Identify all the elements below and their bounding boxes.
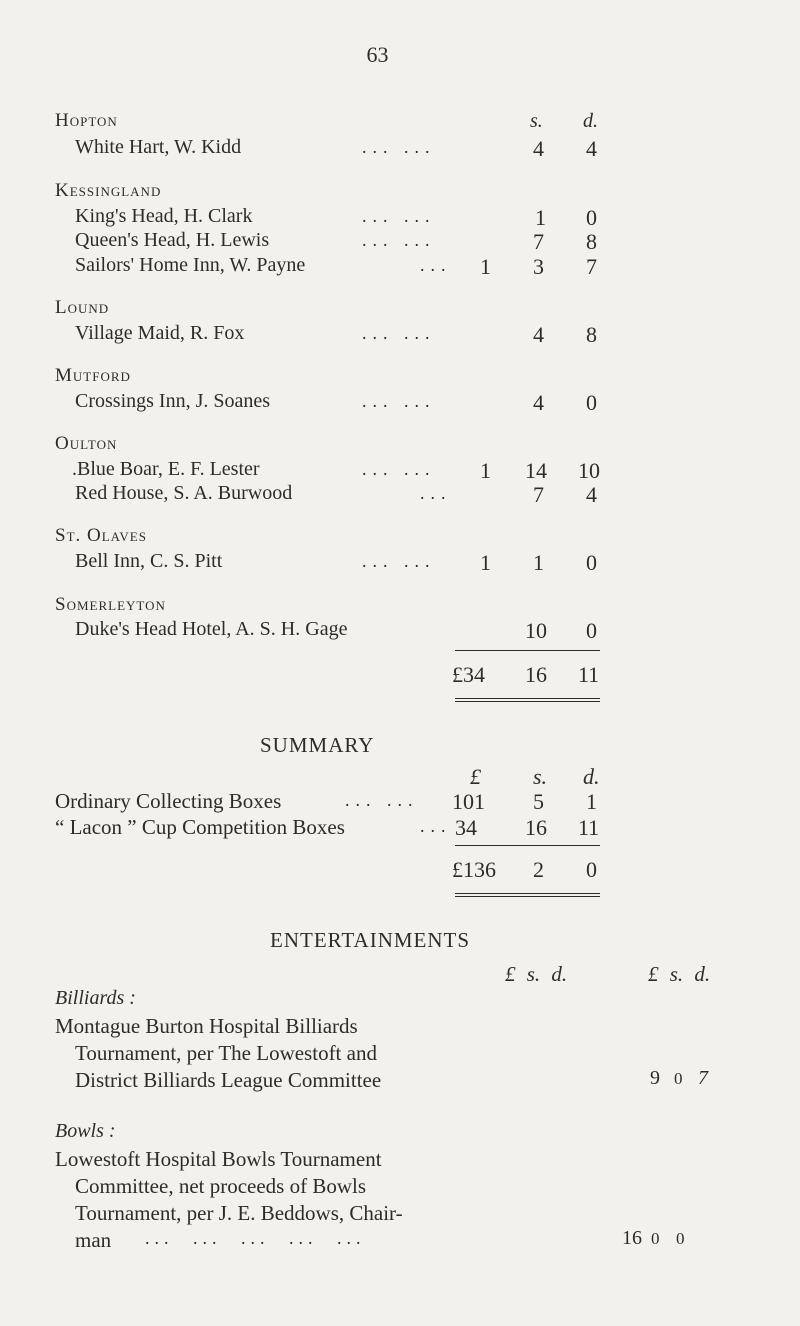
bowls-shillings: 0 <box>651 1229 660 1248</box>
double-rule <box>455 893 600 894</box>
entry-name: Sailors' Home Inn, W. Payne <box>75 254 306 276</box>
entry-pence: 0 <box>586 618 597 643</box>
entry-pence: 7 <box>586 254 597 279</box>
place-heading: Oulton <box>55 433 118 454</box>
entry-name: Duke's Head Hotel, A. S. H. Gage <box>75 618 348 640</box>
leader-dots: ... ... <box>345 790 419 810</box>
entry-shillings: 4 <box>533 390 544 415</box>
entry-name: .Blue Boar, E. F. Lester <box>72 458 260 480</box>
summary-row-pence: 11 <box>578 815 600 840</box>
col-header-pence: d. <box>583 110 598 132</box>
billiards-description <box>55 1013 495 1094</box>
entry-name: King's Head, H. Clark <box>75 205 253 227</box>
billiards-extra: 7 <box>698 1067 708 1089</box>
entry-pence: 0 <box>586 390 597 415</box>
billiards-line: Montague Burton Hospital Billiards <box>55 1014 358 1038</box>
leader-dots: ... ... <box>362 459 436 479</box>
entertainments-header-2: £ s. d. <box>648 962 711 986</box>
entry-shillings: 1 <box>533 550 544 575</box>
entry-shillings: 4 <box>533 136 544 161</box>
billiards-heading: Billiards : <box>55 987 136 1009</box>
bowls-line: Tournament, per J. E. Beddows, Chair- <box>75 1201 403 1225</box>
entry-pounds: 1 <box>480 254 491 279</box>
entry-name: Bell Inn, C. S. Pitt <box>75 550 223 572</box>
bowls-line: man <box>75 1228 112 1252</box>
entry-pence: 0 <box>586 205 597 230</box>
summary-header-pence: d. <box>583 764 600 789</box>
summary-row-pounds: 101 <box>452 789 485 814</box>
double-rule <box>455 896 600 897</box>
entry-shillings: 7 <box>533 229 544 254</box>
bowls-heading: Bowls : <box>55 1120 116 1142</box>
leader-dots: ... ... <box>362 551 436 571</box>
entry-shillings: 3 <box>533 254 544 279</box>
entry-pence: 4 <box>586 136 597 161</box>
place-heading: Somerleyton <box>55 594 166 615</box>
leader-dots: ... ... <box>362 323 436 343</box>
entry-name: Village Maid, R. Fox <box>75 322 245 344</box>
total-pence: 11 <box>578 662 600 687</box>
entry-name: Queen's Head, H. Lewis <box>75 229 270 251</box>
entertainments-title: ENTERTAINMENTS <box>270 928 471 952</box>
place-heading: St. Olaves <box>55 525 147 546</box>
col-header-shillings: s. <box>530 110 543 132</box>
place-heading: Lound <box>55 297 110 318</box>
rule <box>455 650 600 651</box>
entry-pence: 10 <box>578 458 600 483</box>
summary-title: SUMMARY <box>260 733 375 757</box>
entry-pounds: 1 <box>480 550 491 575</box>
entry-name: Crossings Inn, J. Soanes <box>75 390 271 412</box>
billiards-shillings: 9 <box>650 1067 660 1089</box>
entry-pence: 4 <box>586 482 597 507</box>
bowls-line: Lowestoft Hospital Bowls Tournament <box>55 1147 382 1171</box>
place-heading: Kessingland <box>55 180 162 201</box>
bowls-line: Committee, net proceeds of Bowls <box>75 1174 367 1198</box>
entry-pence: 8 <box>586 229 597 254</box>
summary-row-pounds: 34 <box>455 815 477 840</box>
entry-shillings: 4 <box>533 322 544 347</box>
leader-dots: ... ... ... ... ... <box>145 1228 366 1248</box>
entry-name: Red House, S. A. Burwood <box>75 482 293 504</box>
entry-shillings: 1 <box>535 205 546 230</box>
leader-dots: ... <box>420 255 452 275</box>
rule <box>455 845 600 846</box>
summary-row-shillings: 5 <box>533 789 544 814</box>
page-number: 63 <box>366 42 389 67</box>
double-rule <box>455 698 600 699</box>
billiards-line: Tournament, per The Lowestoft and <box>75 1041 377 1065</box>
entry-shillings: 7 <box>533 482 544 507</box>
leader-dots: ... <box>420 483 452 503</box>
leader-dots: ... ... <box>362 137 436 157</box>
leader-dots: ... ... <box>362 230 436 250</box>
entry-name: White Hart, W. Kidd <box>75 136 242 158</box>
bowls-pounds: 16 <box>622 1227 642 1249</box>
leader-dots: ... ... <box>362 206 436 226</box>
entertainments-header-1: £ s. d. <box>505 962 568 986</box>
total-shillings: 16 <box>525 662 547 687</box>
summary-row-label: “ Lacon ” Cup Competition Boxes <box>55 815 345 839</box>
summary-row-shillings: 16 <box>525 815 547 840</box>
entry-pounds: 1 <box>480 458 491 483</box>
entry-shillings: 10 <box>525 618 547 643</box>
place-heading: Mutford <box>55 365 131 386</box>
billiards-line: District Billiards League Committee <box>75 1068 382 1092</box>
total-pounds: £34 <box>452 662 485 687</box>
summary-header-shillings: s. <box>533 764 548 789</box>
entry-shillings: 14 <box>525 458 547 483</box>
double-rule <box>455 701 600 702</box>
summary-row-pence: 1 <box>586 789 597 814</box>
summary-total-shillings: 2 <box>533 857 544 882</box>
place-heading: Hopton <box>55 110 118 131</box>
entry-pence: 8 <box>586 322 597 347</box>
bowls-pence: 0 <box>676 1229 685 1248</box>
summary-total-pence: 0 <box>586 857 597 882</box>
summary-header-pounds: £ <box>470 764 481 789</box>
leader-dots: ... ... <box>362 391 436 411</box>
billiards-pence: 0 <box>674 1069 683 1088</box>
leader-dots: ... <box>420 816 452 836</box>
summary-total-pounds: £136 <box>452 857 496 882</box>
summary-row-label: Ordinary Collecting Boxes <box>55 789 282 813</box>
entry-pence: 0 <box>586 550 597 575</box>
